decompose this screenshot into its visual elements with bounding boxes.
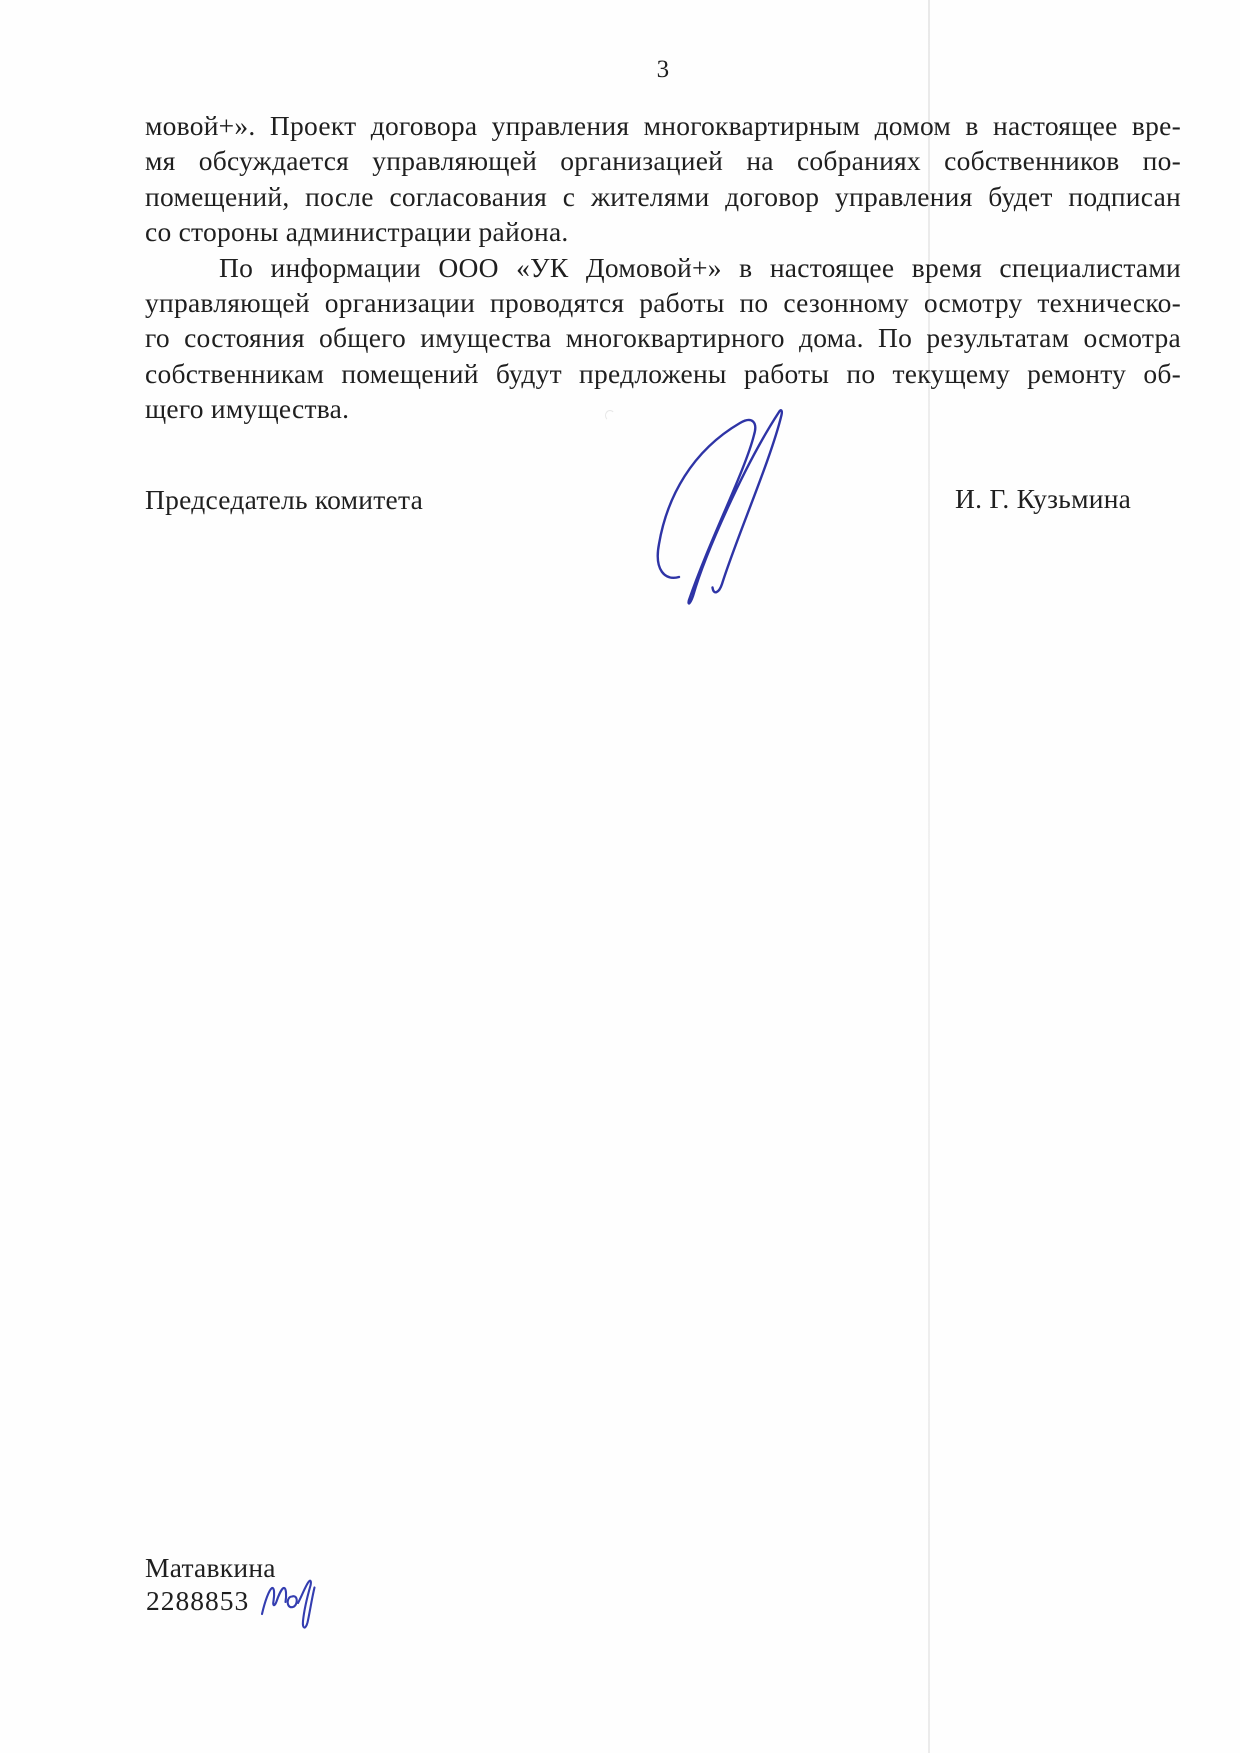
paragraph1-line: мовой+». Проект договора управления многоквартирным домом в настоящее вре- [145, 110, 1181, 141]
paragraph1-line: помещений, после согласования с жителями договор управления будет подписан [145, 180, 1181, 212]
paragraph1-line: со стороны администрации района. [145, 216, 569, 248]
executor-name: Матавкина [145, 1552, 276, 1583]
executor-initials-ink [256, 1578, 324, 1632]
paragraph2-line: управляющей организации проводятся работы по сезонному осмотру техническо- [145, 287, 1181, 319]
paragraph2-line: го состояния общего имущества многоквартирного дома. По результатам осмотра [145, 322, 1181, 354]
letter-body [145, 108, 1181, 427]
page-number: 3 [656, 56, 670, 83]
paragraph1-line: мя обсуждается управляющей организацией на собраниях собственников по- [145, 145, 1181, 177]
signature-ink [640, 398, 800, 616]
signatory-title: Председатель комитета [145, 484, 424, 515]
paragraph2-line: собственникам помещений будут предложены работы по текущему ремонту об- [145, 357, 1181, 389]
signatory-name: И. Г. Кузьмина [955, 483, 1132, 514]
paragraph2-line: По информации ООО «УК Домовой+» в настоящее время специалистами [219, 251, 1181, 283]
executor-phone: 2288853 [146, 1585, 250, 1616]
paragraph2-line: щего имущества. [145, 393, 350, 425]
scan-speck [605, 410, 615, 421]
